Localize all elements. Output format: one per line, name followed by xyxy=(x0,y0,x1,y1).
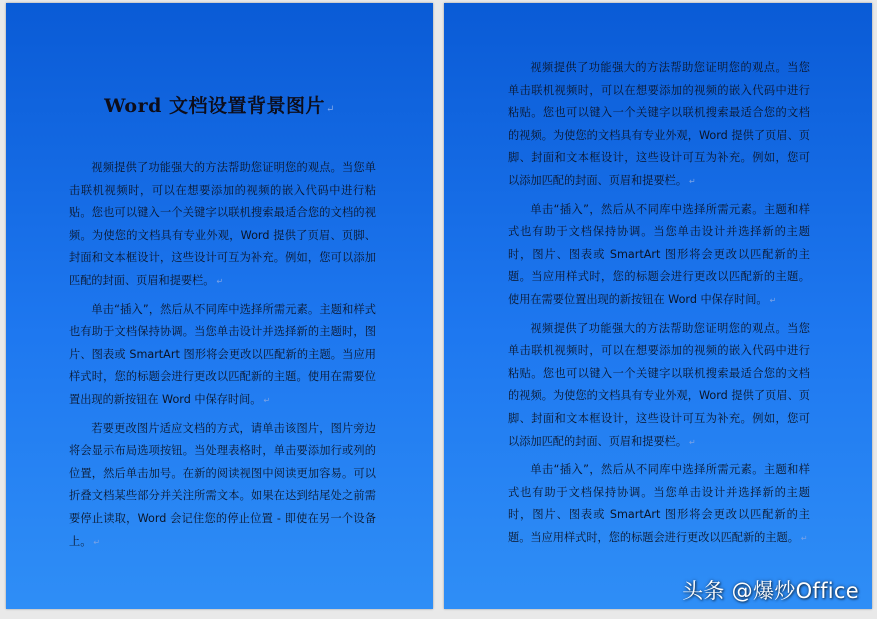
paragraph-text: 单击“插入”，然后从不同库中选择所需元素。主题和样式也有助于文档保持协调。当您单击设计并选择新的主题时，图片、图表或 SmartArt 图形将会更改以匹配新的主题。当应用样式时，您的标题会进行更改以匹配新的主题。 xyxy=(508,463,810,544)
paragraph-text: 视频提供了功能强大的方法帮助您证明您的观点。当您单击联机视频时，可以在想要添加的视频的嵌入代码中进行粘贴。您也可以键入一个关键字以联机搜索最适合您的文档的视频。为使您的文档具有专业外观，Word 提供了页眉、页脚、封面和文本框设计，这些设计可互为补充。例如，您可以添加匹配的封面、页眉和提要栏。 xyxy=(508,321,810,448)
watermark-label: 头条 @爆炒Office xyxy=(682,579,859,603)
document-title xyxy=(6,91,433,118)
paragraph-mark-icon: ↵ xyxy=(689,176,696,186)
paragraph xyxy=(508,318,810,455)
paragraph-mark-icon: ↵ xyxy=(263,395,271,405)
paragraph-mark-icon: ↵ xyxy=(689,437,696,447)
document-page-2[interactable] xyxy=(444,3,872,609)
paragraph xyxy=(69,418,376,555)
paragraph-text: 若要更改图片适应文档的方式，请单击该图片，图片旁边将会显示布局选项按钮。当处理表格时，单击要添加行或列的位置，然后单击加号。在新的阅读视图中阅读更加容易。可以折叠文档某些部分并关注所需文本。如果在达到结尾处之前需要停止读取，Word 会记住您的停止位置 - 即使在另一个设备上。 xyxy=(69,421,376,548)
paragraph xyxy=(508,199,810,313)
paragraph-mark-icon: ↵ xyxy=(769,295,777,305)
paragraph-text: 单击“插入”，然后从不同库中选择所需元素。主题和样式也有助于文档保持协调。当您单击设计并选择新的主题时，图片、图表或 SmartArt 图形将会更改以匹配新的主题。当应用样式时，您的标题会进行更改以匹配新的主题。使用在需要位置出现的新按钮在 Word 中保存时间。 xyxy=(69,302,376,406)
paragraph-text: 单击“插入”，然后从不同库中选择所需元素。主题和样式也有助于文档保持协调。当您单击设计并选择新的主题时，图片、图表或 SmartArt 图形将会更改以匹配新的主题。当应用样式时，您的标题会进行更改以匹配新的主题。使用在需要位置出现的新按钮在 Word 中保存时间。 xyxy=(508,202,810,306)
paragraph-mark-icon: ↵ xyxy=(93,537,101,547)
paragraph-mark-icon: ↵ xyxy=(216,276,224,286)
paragraph-text: 视频提供了功能强大的方法帮助您证明您的观点。当您单击联机视频时，可以在想要添加的视频的嵌入代码中进行粘贴。您也可以键入一个关键字以联机搜索最适合您的文档的视频。为使您的文档具有专业外观，Word 提供了页眉、页脚、封面和文本框设计，这些设计可互为补充。例如，您可以添加匹配的封面、页眉和提要栏。 xyxy=(508,61,810,187)
paragraph xyxy=(508,459,810,550)
paragraph-mark-icon: ↵ xyxy=(325,104,335,115)
paragraph xyxy=(69,157,376,294)
page-1-body xyxy=(69,157,376,559)
page-2-body xyxy=(508,57,810,555)
paragraph-text: 视频提供了功能强大的方法帮助您证明您的观点。当您单击联机视频时，可以在想要添加的视频的嵌入代码中进行粘贴。您也可以键入一个关键字以联机搜索最适合您的文档的视频。为使您的文档具有专业外观，Word 提供了页眉、页脚、封面和文本框设计，这些设计可互为补充。例如，您可以添加匹配的封面、页眉和提要栏。 xyxy=(69,161,376,287)
document-page-1[interactable] xyxy=(6,3,433,609)
paragraph xyxy=(69,299,376,413)
paragraph-mark-icon: ↵ xyxy=(800,533,808,543)
paragraph xyxy=(508,57,810,194)
document-title-text: Word 文档设置背景图片 xyxy=(104,95,325,117)
